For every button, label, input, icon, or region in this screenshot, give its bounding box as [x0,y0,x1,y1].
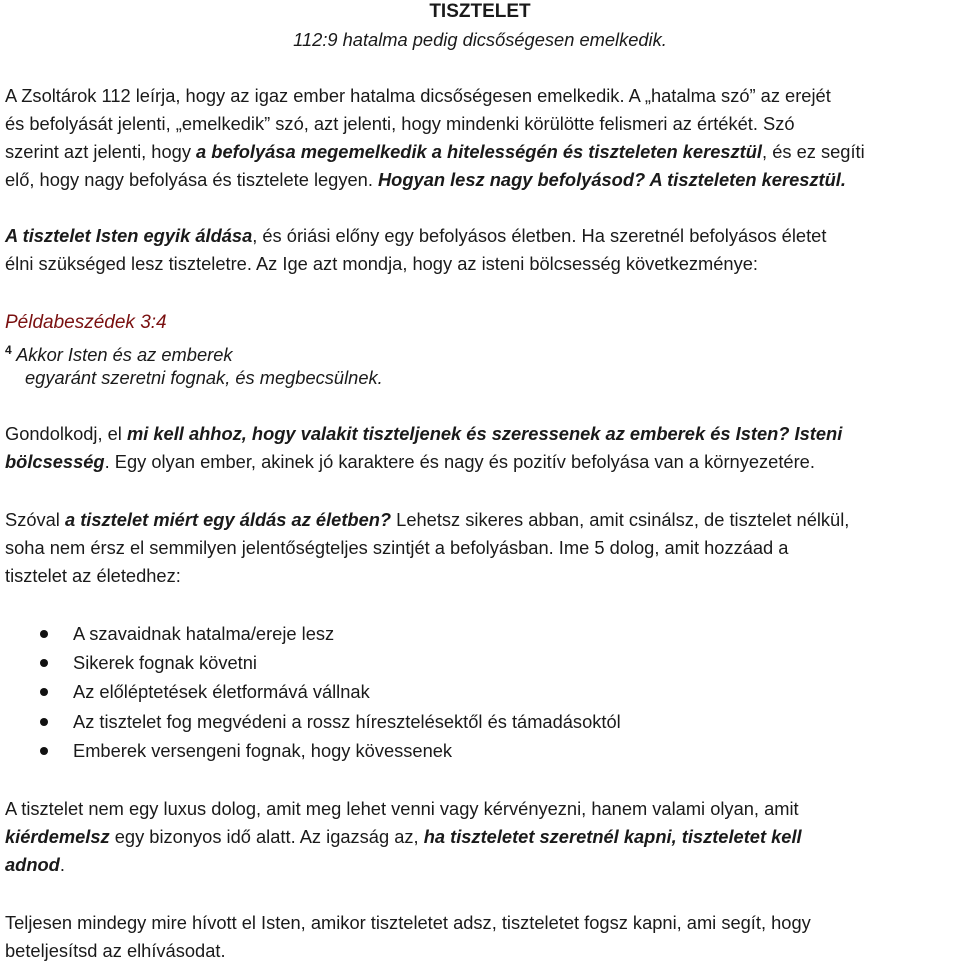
text-run: . Egy olyan ember, akinek jó karaktere és nagy és pozitív befolyása van a környezetére. [104,451,815,472]
text-run: . [59,854,65,875]
document-title: TISZTELET [429,1,531,22]
text-run: Gondolkodj, el [5,423,127,444]
text-run: , és óriási előny egy befolyásos életben. Ha szeretnél befolyásos életet [252,225,827,246]
paragraph-3-line-2 [5,448,815,476]
emphasis-text: bölcsesség [5,451,105,472]
paragraph-6-line-1: Teljesen mindegy mire hívott el Isten, amikor tiszteletet adsz, tiszteletet fogsz kapni, ami segít, hogy [5,912,811,933]
bullet-icon [40,630,48,638]
text-run: Szóval [5,509,65,530]
list-item-text: Az előléptetések életformává vállnak [73,681,370,702]
paragraph-5-line-1: A tisztelet nem egy luxus dolog, amit meg lehet venni vagy kérvényezni, hanem valami olyan, amit [5,798,799,819]
paragraph-2-line-1 [5,222,826,250]
verse-text: egyaránt szeretni fognak, és megbecsülnek. [25,367,383,388]
bullet-icon [40,747,48,755]
text-run: egy bizonyos idő alatt. Az igazság az, [109,826,424,847]
paragraph-1-line-1: A Zsoltárok 112 leírja, hogy az igaz ember hatalma dicsőségesen emelkedik. A „hatalma szó” az erejét [5,85,831,106]
paragraph-6-line-2: beteljesítsd az elhívásodat. [5,940,226,961]
list-item-text: A szavaidnak hatalma/ereje lesz [73,623,335,644]
emphasis-text: adnod [5,854,60,875]
text-run: , és ez segíti [762,141,865,162]
bullet-icon [40,718,48,726]
paragraph-4-line-3: tisztelet az életedhez: [5,565,181,586]
paragraph-1-line-4 [5,166,846,194]
emphasis-text: kiérdemelsz [5,826,110,847]
list-item-text: Az tisztelet fog megvédeni a rossz híresztelésektől és támadásoktól [73,711,621,732]
document-subtitle: 112:9 hatalma pedig dicsőségesen emelkedik. [293,29,667,50]
verse-reference [5,308,167,337]
emphasis-text: mi kell ahhoz, hogy valakit tiszteljenek és szeressenek az emberek és Isten? Isteni [126,423,843,444]
verse-line-2 [25,364,383,392]
paragraph-4-line-2: soha nem érsz el semmilyen jelentőségteljes szintjét a befolyásban. Ime 5 dolog, amit hozzáad a [5,537,789,558]
list-item-text: Emberek versengeni fognak, hogy kövessenek [73,740,453,761]
paragraph-5-line-2 [5,823,802,851]
emphasis-text: Hogyan lesz nagy befolyásod? A tiszteleten keresztül. [377,169,846,190]
paragraph-4-line-1 [5,506,849,534]
emphasis-text: A tisztelet Isten egyik áldása [5,225,253,246]
text-run: szerint azt jelenti, hogy [5,141,197,162]
bullet-icon [40,688,48,696]
verse-number: 4 [5,343,12,357]
paragraph-3-line-1 [5,420,842,448]
emphasis-text: a tisztelet miért egy áldás az életben? [64,509,392,530]
emphasis-text: a befolyása megemelkedik a hitelességén és tiszteleten keresztül [196,141,763,162]
verse-reference-text: Példabeszédek 3:4 [5,312,167,333]
bullet-icon [40,659,48,667]
paragraph-5-line-3 [5,851,65,879]
text-run: elő, hogy nagy befolyása és tisztelete legyen. [5,169,378,190]
list-item-text: Sikerek fognak követni [73,652,257,673]
paragraph-2-line-2: élni szükséged lesz tiszteletre. Az Ige azt mondja, hogy az isteni bölcsesség következménye: [5,253,758,274]
paragraph-1-line-3 [5,138,865,166]
text-run: Lehetsz sikeres abban, amit csinálsz, de tisztelet nélkül, [391,509,850,530]
paragraph-1-line-2: és befolyását jelenti, „emelkedik” szó, azt jelenti, hogy mindenki körülötte felismeri az értékét. Szó [5,113,795,134]
verse-text: Akkor Isten és az emberek [11,344,233,366]
emphasis-text: ha tiszteletet szeretnél kapni, tiszteletet kell [423,826,802,847]
